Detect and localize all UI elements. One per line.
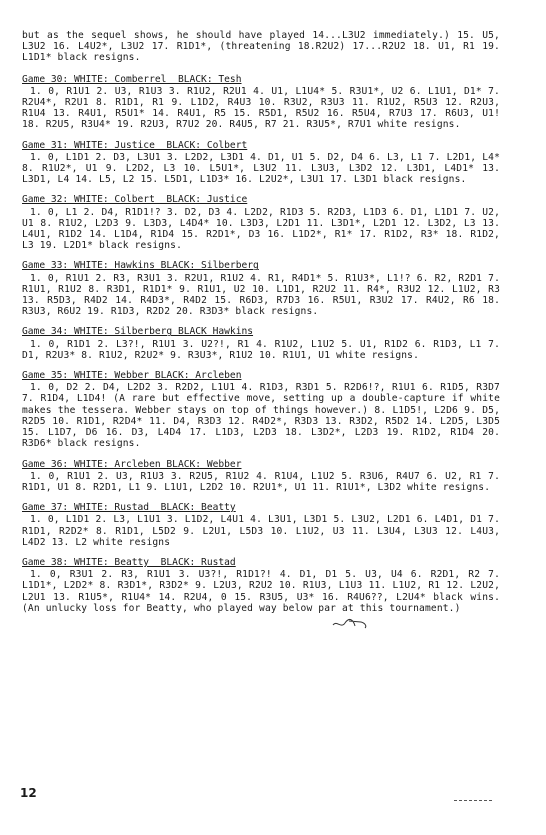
game-moves: 1. 0, R1D1 2. L3?!, R1U1 3. U2?!, R1 4. R1U2, L1U2 5. U1, R1D2 6. R1D3, L1 7. D1, R2U3* 8. R1U2, R2U2* 9. R3U3*, R1U2 10. R1U1, U1 white resigns. bbox=[22, 338, 500, 361]
page-number: 12 bbox=[20, 786, 37, 800]
game-moves: 1. 0, D2 2. D4, L2D2 3. R2D2, L1U1 4. R1D3, R3D1 5. R2D6!?, R1U1 6. R1D5, R3D7 7. R1D4, L1D4! (A rare but effective move, setting up a double-capture if white makes the tessera. Webber stays on top of things however.) 8. L1D5!, L2D6 9. D5, R2D5 10. R1D1, R2D4* 11. D4, R3D3 12. R4D2*, R3D3 13. R3D2, R5D2 14. L2D5, L3D5 15. L1D7, D6 16. D3, L4D4 17. L1D3, L2D3 18. L3D2*, L2D3 19. R1D2, R1D4 20. R3D6* black resigns. bbox=[22, 382, 500, 450]
game-heading: Game 32: WHITE: Colbert BLACK: Justice bbox=[22, 194, 248, 206]
game-34 bbox=[22, 326, 500, 361]
pen-scribble-mark bbox=[331, 617, 369, 631]
game-moves: 1. 0, L1 2. D4, R1D1!? 3. D2, D3 4. L2D2, R1D3 5. R2D3, L1D3 6. D1, L1D1 7. U2, U1 8. R1U2, L2D3 9. L3D3, L4D4* 10. L3D3, L2D1 11. L3D1*, L2D1 12. L3D2, L3 13. L4U1, R1D2 14. L1D4, R1D4 15. R2D1*, D3 16. L1D2*, R1* 17. R1D2, R3* 18. R1D2, L3 19. L2D1* black resigns. bbox=[22, 206, 500, 252]
game-heading: Game 36: WHITE: Arcleben BLACK: Webber bbox=[22, 458, 242, 470]
game-heading: Game 31: WHITE: Justice BLACK: Colbert bbox=[22, 139, 248, 151]
game-heading: Game 35: WHITE: Webber BLACK: Arcleben bbox=[22, 370, 242, 382]
game-32 bbox=[22, 194, 500, 251]
game-moves: 1. 0, L1D1 2. L3, L1U1 3. L1D2, L4U1 4. L3U1, L3D1 5. L3U2, L2D1 6. L4D1, D1 7. R1D1, R2D2* 8. R1D1, L5D2 9. L2U1, L5D3 10. L1U2, U3 11. L3U4, L3U3 12. L4U3, L4D2 13. L2 white resigns bbox=[22, 514, 500, 548]
game-moves: 1. 0, R1U1 2. U3, R1U3 3. R2U5, R1U2 4. R1U4, L1U2 5. R3U6, R4U7 6. U2, R1 7. R1D1, U1 8. R2D1, L1 9. L1U1, L2D2 10. R2U1*, U1 11. R1U1*, L3D2 white resigns. bbox=[22, 470, 500, 493]
game-moves: 1. 0, R3U1 2. R3, R1U1 3. U3?!, R1D1?! 4. D1, D1 5. U3, U4 6. R2D1, R2 7. L1D1*, L2D2* 8. R3D1*, R3D2* 9. L2U3, R2U2 10. R1U3, L1U3 11. L1U2, R1 12. L2U2, L2U1 13. R1U5*, R1U4* 14. R2U4, 0 15. R3U5, U3* 16. R4U6??, L2U4* black wins. (An unlucky loss for Beatty, who played way below par at this tournament.) bbox=[22, 569, 500, 614]
game-36 bbox=[22, 459, 500, 494]
game-heading: Game 30: WHITE: Comberrel BLACK: Tesh bbox=[22, 73, 242, 85]
game-38 bbox=[22, 557, 500, 614]
footer-rule bbox=[454, 800, 492, 801]
game-heading: Game 34: WHITE: Silberberg BLACK Hawkins bbox=[22, 326, 254, 338]
game-31 bbox=[22, 140, 500, 186]
game-30 bbox=[22, 74, 500, 131]
game-heading: Game 37: WHITE: Rustad BLACK: Beatty bbox=[22, 502, 236, 514]
game-33 bbox=[22, 260, 500, 317]
game-heading: Game 38: WHITE: Beatty BLACK: Rustad bbox=[22, 556, 236, 568]
game-moves: 1. 0, R1U1 2. R3, R3U1 3. R2U1, R1U2 4. R1, R4D1* 5. R1U3*, L1!? 6. R2, R2D1 7. R1U1, R1U2 8. R3D1, R1D1* 9. R1U1, U2 10. L1D1, R2U2 11. R4*, R3U2 12. L1U2, R3 13. R5D3, R4D2 14. R4D3*, R4D2 15. R6D3, R7D3 16. R5U1, R3U2 17. R4U2, R6 18. R3U3, R6U2 19. R1D3, R2D2 20. R3D3* black resigns. bbox=[22, 272, 500, 318]
document-page bbox=[22, 30, 500, 614]
game-heading: Game 33: WHITE: Hawkins BLACK: Silberberg bbox=[22, 260, 259, 272]
game-37 bbox=[22, 502, 500, 548]
game-moves: 1. 0, R1U1 2. U3, R1U3 3. R1U2, R2U1 4. U1, L1U4* 5. R3U1*, U2 6. L1U1, D1* 7. R2U4*, R2U1 8. R1D1, R1 9. L1D2, R4U3 10. R3U2, R3U3 11. R1U2, R5U3 12. R2U3, R1U4 13. R4U1, R5U1* 14. R4U1, R5 15. R5D1, R5U2 16. R5U4, R7U3 17. R6U3, U1! 18. R2U5, R3U4* 19. R2U3, R7U2 20. R4U5, R7 21. R3U5*, R7U1 white resigns. bbox=[22, 85, 500, 131]
game-35 bbox=[22, 370, 500, 449]
game-moves: 1. 0, L1D1 2. D3, L3U1 3. L2D2, L3D1 4. D1, U1 5. D2, D4 6. L3, L1 7. L2D1, L4* 8. R1U2*, U1 9. L2D2, L3 10. L5U1*, L3U2 11. L3U3, L3D2 12. L3D1, L4D1* 13. L3D1, L4 14. L5, L2 15. L5D1, L1D3* 16. L2U2*, L3U1 17. L3D1 black resigns. bbox=[22, 151, 500, 186]
intro-paragraph: but as the sequel shows, he should have played 14...L3U2 immediately.) 15. U5, L3U2 16. L4U2*, L3U2 17. R1D1*, (threatening 18.R2U2) 17...R2U2 18. U1, R1 19. L1D1* black resigns. bbox=[22, 30, 500, 64]
